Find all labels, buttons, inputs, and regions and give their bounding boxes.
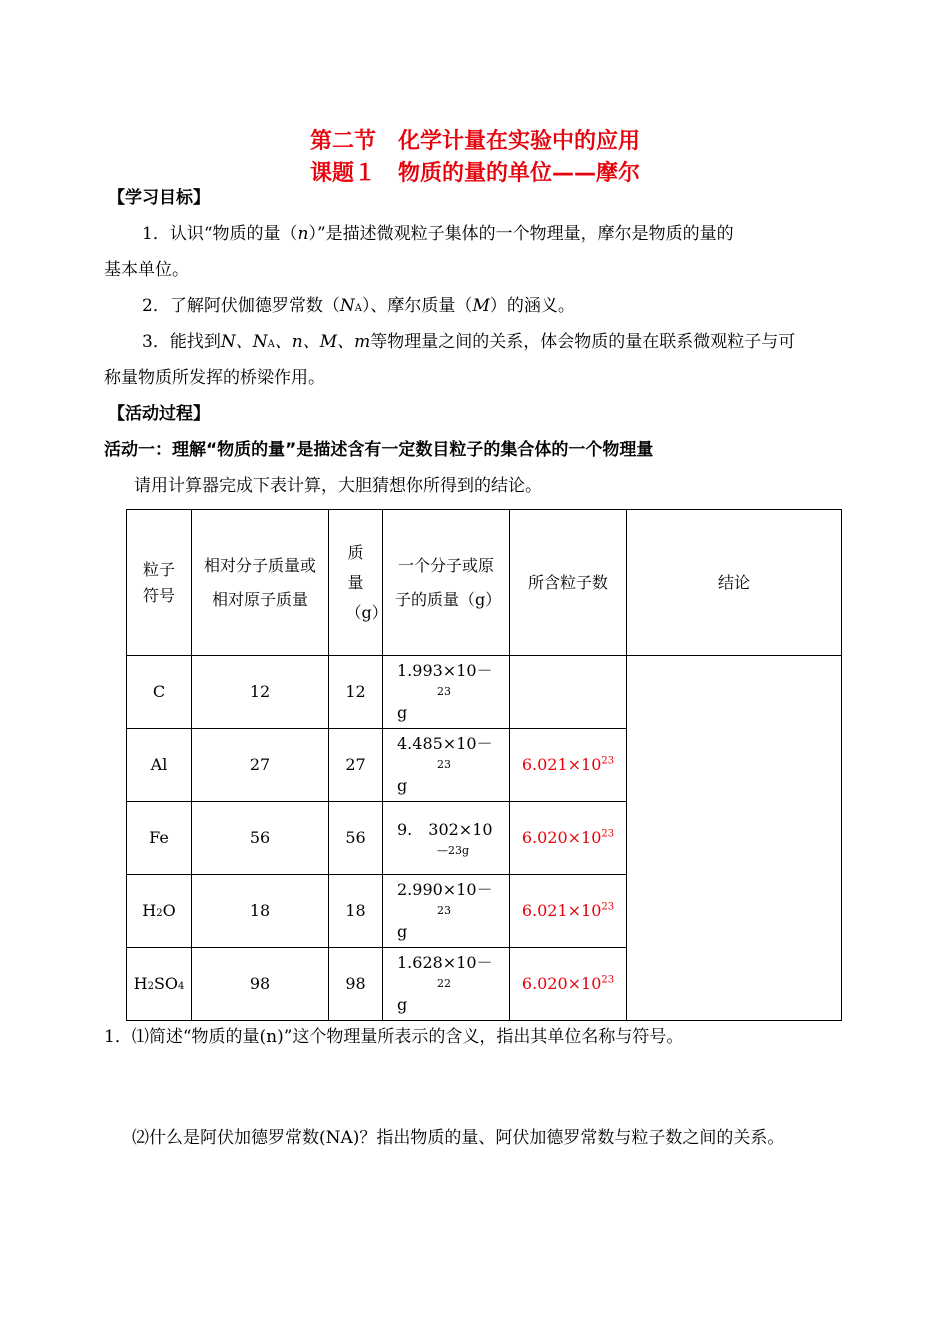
cell-unit-mass: 1.628×10－ 22 g — [383, 948, 510, 1021]
table-row — [127, 656, 842, 729]
cell-symbol: H2SO4 — [127, 948, 192, 1021]
objectives-heading: 【学习目标】 — [108, 188, 210, 208]
cell-particle-count — [510, 656, 627, 729]
instruction-text: 请用计算器完成下表计算，大胆猜想你所得到的结论。 — [134, 476, 542, 496]
cell-mass: 27 — [329, 729, 383, 802]
cell-symbol: C — [127, 656, 192, 729]
calculation-table — [126, 509, 842, 1021]
cell-unit-mass: 1.993×10－ 23 g — [383, 656, 510, 729]
cell-relative-mass: 12 — [192, 656, 329, 729]
cell-particle-count: $6.021\times 10^{23}$ — [510, 729, 627, 802]
cell-unit-mass: 2.990×10－ 23 g — [383, 875, 510, 948]
lesson-title: 课题１ 物质的量的单位——摩尔 — [309, 161, 640, 186]
cell-relative-mass: 56 — [192, 802, 329, 875]
cell-mass: 98 — [329, 948, 383, 1021]
cell-particle-count: $6.020\times 10^{23}$ — [510, 948, 627, 1021]
objective-3-cont: 称量物质所发挥的桥梁作用。 — [104, 368, 325, 388]
cell-conclusion — [627, 656, 842, 1021]
objective-1: 1．认识“物质的量（n）”是描述微观粒子集体的一个物理量，摩尔是物质的量的 — [142, 224, 734, 244]
cell-symbol: Fe — [127, 802, 192, 875]
question-2: ⑵什么是阿伏加德罗常数(NA)？指出物质的量、阿伏加德罗常数与粒子数之间的关系。 — [132, 1128, 785, 1148]
header-relative-mass: 相对分子质量或相对原子质量 — [192, 510, 329, 656]
cell-relative-mass: 27 — [192, 729, 329, 802]
cell-mass: 56 — [329, 802, 383, 875]
header-conclusion: 结论 — [627, 510, 842, 656]
header-mass: 质量（g） — [329, 510, 383, 656]
objective-2: 2．了解阿伏伽德罗常数（NA）、摩尔质量（M）的涵义。 — [142, 296, 575, 316]
section-title: 第二节 化学计量在实验中的应用 — [309, 129, 640, 154]
objective-3: 3．能找到N、NA、n、M、m等物理量之间的关系，体会物质的量在联系微观粒子与可 — [142, 332, 796, 352]
header-particle-count: 所含粒子数 — [510, 510, 627, 656]
cell-mass: 12 — [329, 656, 383, 729]
cell-relative-mass: 18 — [192, 875, 329, 948]
cell-particle-count: $6.020\times 10^{23}$ — [510, 802, 627, 875]
question-1: 1．⑴简述“物质的量(n)”这个物理量所表示的含义，指出其单位名称与符号。 — [104, 1027, 684, 1047]
cell-symbol: Al — [127, 729, 192, 802]
activity-1-title: 活动一：理解“物质的量”是描述含有一定数目粒子的集合体的一个物理量 — [104, 440, 654, 460]
header-unit-mass: 一个分子或原子的质量（g） — [383, 510, 510, 656]
process-heading: 【活动过程】 — [108, 404, 210, 424]
cell-relative-mass: 98 — [192, 948, 329, 1021]
table-header-row — [127, 510, 842, 656]
objective-1-cont: 基本单位。 — [104, 260, 189, 280]
cell-unit-mass: 9. 302×10 —23g — [383, 802, 510, 875]
cell-particle-count: $6.021\times 10^{23}$ — [510, 875, 627, 948]
cell-symbol: H2O — [127, 875, 192, 948]
header-symbol: 粒子符号 — [127, 510, 192, 656]
cell-mass: 18 — [329, 875, 383, 948]
cell-unit-mass: 4.485×10－ 23 g — [383, 729, 510, 802]
